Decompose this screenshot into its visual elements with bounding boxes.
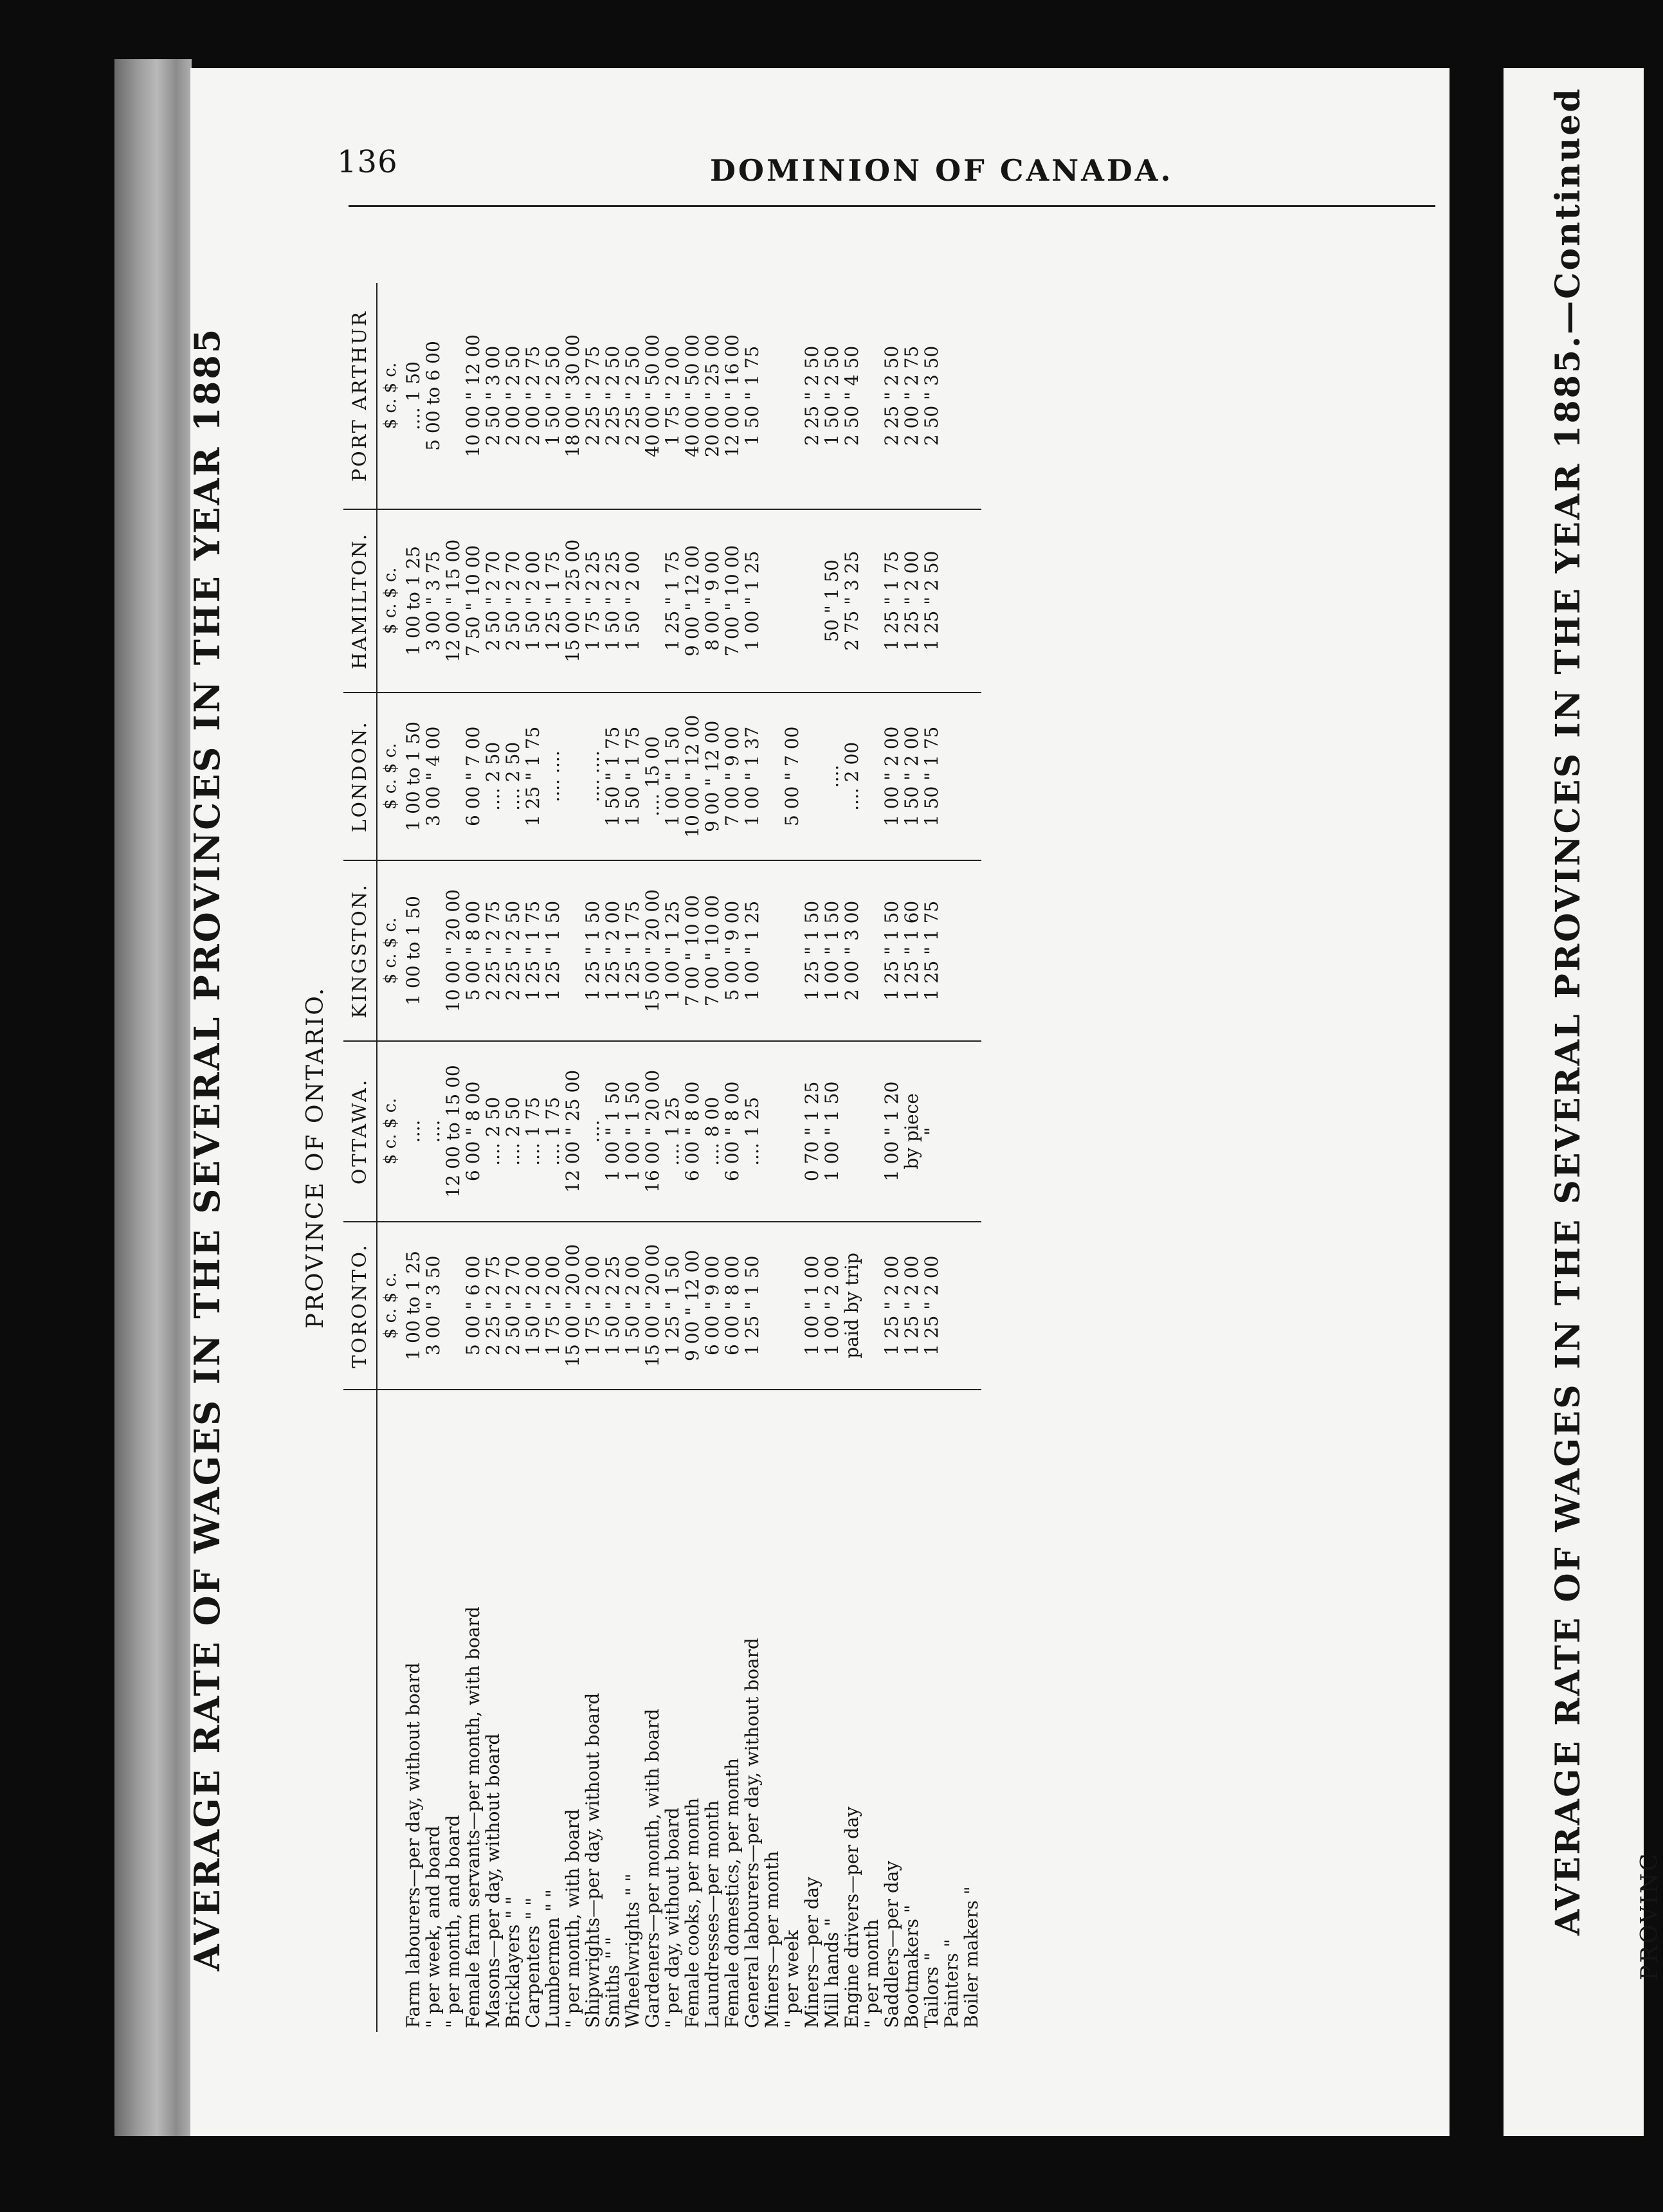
wage-cell: 7 50 " 10 00 bbox=[463, 509, 483, 693]
wage-cell: 1 25 " 2 00 bbox=[603, 860, 622, 1041]
wage-cell bbox=[563, 693, 583, 860]
wage-cell: 40 00 " 50 00 bbox=[682, 283, 702, 509]
wage-cell: 1 50 " 1 75 bbox=[922, 693, 941, 860]
wage-cell bbox=[941, 1222, 961, 1390]
wage-cell: 12 00 " 15 00 bbox=[443, 509, 463, 693]
unit-cell: $ c. $ c. bbox=[377, 693, 403, 860]
wage-cell: 1 25 " 1 75 bbox=[922, 860, 941, 1041]
wage-cell: 1 25 " 2 00 bbox=[902, 1222, 922, 1390]
occupation-cell: Miners—per day bbox=[801, 1876, 822, 2028]
wage-cell: 2 00 " 2 50 bbox=[503, 283, 523, 509]
wage-cell: 1 25 " 1 50 bbox=[882, 860, 902, 1041]
wage-cell: 2 50 " 4 50 bbox=[842, 283, 862, 509]
wage-cell bbox=[762, 1041, 782, 1222]
wage-cell: 2 25 " 2 75 bbox=[483, 860, 503, 1041]
table-row bbox=[722, 283, 742, 2032]
running-head: DOMINION OF CANADA. bbox=[710, 153, 1174, 188]
wage-cell: paid by trip bbox=[842, 1222, 862, 1390]
wage-cell bbox=[862, 283, 882, 509]
wage-cell: .... 1 75 bbox=[523, 1041, 543, 1222]
unit-cell: $ c. $ c. bbox=[377, 509, 403, 693]
occupation-cell: Painters " bbox=[941, 1939, 962, 2028]
unit-cell: $ c. $ c. bbox=[377, 283, 403, 509]
wage-cell: 1 50 " 2 00 bbox=[622, 1222, 642, 1390]
wage-cell: 1 00 " 1 50 bbox=[822, 1041, 842, 1222]
occupation-cell: " per month, and board bbox=[442, 1815, 464, 2028]
occupation-cell: " per month, with board bbox=[562, 1809, 583, 2028]
wage-cell: .... bbox=[403, 1041, 423, 1222]
wage-cell: 10 00 " 20 00 bbox=[443, 860, 463, 1041]
wage-cell bbox=[862, 1222, 882, 1390]
wage-cell: 2 50 " 3 50 bbox=[922, 283, 941, 509]
wage-cell: .... .... bbox=[543, 693, 563, 860]
wage-cell: .... 1 50 bbox=[403, 283, 423, 509]
wage-cell bbox=[782, 1041, 802, 1222]
table-row bbox=[802, 283, 822, 2032]
wage-cell: .... 2 50 bbox=[483, 1041, 503, 1222]
wage-cell: 2 25 " 2 50 bbox=[882, 283, 902, 509]
wage-cell: 1 25 " 1 75 bbox=[662, 509, 682, 693]
wage-cell: 2 25 " 2 50 bbox=[802, 283, 822, 509]
wage-cell bbox=[862, 1041, 882, 1222]
table-row bbox=[922, 283, 941, 2032]
wage-cell: 5 00 " 9 00 bbox=[722, 860, 742, 1041]
page-number: 136 bbox=[337, 144, 398, 180]
occupation-cell: Bricklayers " " bbox=[502, 1896, 523, 2028]
wage-cell: 1 00 " 1 20 bbox=[882, 1041, 902, 1222]
wage-cell: .... 2 00 bbox=[842, 693, 862, 860]
wage-cell: 12 00 to 15 00 bbox=[443, 1041, 463, 1222]
table-wrap bbox=[296, 283, 1415, 2032]
table-row bbox=[483, 283, 503, 2032]
wage-cell: 7 00 " 9 00 bbox=[722, 693, 742, 860]
wage-cell bbox=[961, 1222, 981, 1390]
wage-cell bbox=[961, 860, 981, 1041]
table-row bbox=[503, 283, 523, 2032]
wage-cell: 2 75 " 3 25 bbox=[842, 509, 862, 693]
wage-cell: .... 2 50 bbox=[483, 693, 503, 860]
occupation-cell: Saddlers—per day bbox=[881, 1860, 902, 2028]
wage-cell: 1 00 " 1 50 bbox=[603, 1041, 622, 1222]
wage-cell bbox=[941, 860, 961, 1041]
unit-cell: $ c. $ c. bbox=[377, 860, 403, 1041]
table-row bbox=[862, 283, 882, 2032]
occupation-cell: Smiths " " bbox=[602, 1937, 623, 2028]
wage-cell: 1 50 " 1 75 bbox=[622, 693, 642, 860]
wage-cell: 0 70 " 1 25 bbox=[802, 1041, 822, 1222]
wage-cell: 1 25 " 1 50 bbox=[742, 1222, 762, 1390]
table-row bbox=[842, 283, 862, 2032]
wage-cell: 1 75 " 2 25 bbox=[583, 509, 603, 693]
wage-cell: 7 00 " 10 00 bbox=[682, 860, 702, 1041]
wage-cell: 6 00 " 7 00 bbox=[463, 693, 483, 860]
occupation-header bbox=[343, 1390, 377, 2032]
wage-cell bbox=[642, 509, 662, 693]
wage-cell: 12 00 " 16 00 bbox=[722, 283, 742, 509]
wage-cell: 1 75 " 2 00 bbox=[662, 283, 682, 509]
wage-cell: 1 25 " 2 00 bbox=[882, 1222, 902, 1390]
occupation-cell: Bootmakers " bbox=[901, 1905, 922, 2028]
wage-cell: 1 00 to 1 25 bbox=[403, 1222, 423, 1390]
wage-cell bbox=[782, 509, 802, 693]
wages-table bbox=[343, 283, 981, 2032]
wage-cell: 1 00 to 1 50 bbox=[403, 693, 423, 860]
wage-cell: .... 1 25 bbox=[662, 1041, 682, 1222]
table-row bbox=[622, 283, 642, 2032]
wage-cell: 3 00 " 3 75 bbox=[423, 509, 443, 693]
wage-cell bbox=[563, 860, 583, 1041]
wage-cell: 2 25 " 2 50 bbox=[622, 283, 642, 509]
occupation-cell: Lumbermen " " bbox=[542, 1889, 563, 2028]
wage-cell: 1 25 " 1 75 bbox=[523, 693, 543, 860]
wage-cell: .... 1 75 bbox=[543, 1041, 563, 1222]
wage-cell: 12 00 " 25 00 bbox=[563, 1041, 583, 1222]
col-london: LONDON. bbox=[343, 693, 377, 860]
table-row bbox=[902, 283, 922, 2032]
wage-cell bbox=[862, 509, 882, 693]
wage-cell: 8 00 " 9 00 bbox=[702, 509, 722, 693]
table-title: AVERAGE RATE OF WAGES IN THE SEVERAL PROVINCES IN THE YEAR 1885 bbox=[186, 327, 228, 1972]
wage-cell: 1 25 " 1 50 bbox=[583, 860, 603, 1041]
occupation-cell: Carpenters " " bbox=[522, 1897, 543, 2028]
wage-cell: 7 00 " 10 00 bbox=[722, 509, 742, 693]
wage-cell: 1 50 " 2 00 bbox=[523, 1222, 543, 1390]
next-page-fragment: PROVINC bbox=[1637, 1851, 1663, 1981]
table-row bbox=[583, 283, 603, 2032]
wage-cell: 1 25 " 1 75 bbox=[523, 860, 543, 1041]
table-row bbox=[403, 283, 423, 2032]
wage-cell: 2 00 " 3 00 bbox=[842, 860, 862, 1041]
wage-cell: .... 8 00 bbox=[702, 1041, 722, 1222]
occupation-cell: Female domestics, per month bbox=[722, 1758, 743, 2028]
col-hamilton: HAMILTON. bbox=[343, 509, 377, 693]
occupation-cell: Mill hands " bbox=[821, 1917, 842, 2028]
wage-cell: 15 00 " 20 00 bbox=[642, 860, 662, 1041]
wage-cell: 1 75 " 2 00 bbox=[583, 1222, 603, 1390]
wage-cell: 1 00 " 1 50 bbox=[822, 860, 842, 1041]
unit-cell: $ c. $ c. bbox=[377, 1041, 403, 1222]
wage-cell: .... bbox=[423, 1041, 443, 1222]
header-row bbox=[343, 283, 377, 2032]
wage-cell bbox=[961, 509, 981, 693]
occupation-cell: Gardeners—per month, with board bbox=[642, 1709, 663, 2028]
wage-cell: 1 50 " 2 25 bbox=[603, 509, 622, 693]
occupation-cell: Boiler makers " bbox=[961, 1886, 982, 2028]
wage-cell: 15 00 " 20 00 bbox=[642, 1222, 662, 1390]
wage-cell: 1 00 " 1 25 bbox=[742, 509, 762, 693]
next-page-title: AVERAGE RATE OF WAGES IN THE SEVERAL PROVINCES IN THE YEAR 1885.—Continued bbox=[1549, 87, 1588, 1936]
occupation-cell: " per week bbox=[781, 1930, 803, 2028]
wage-cell: 2 00 " 2 75 bbox=[902, 283, 922, 509]
table-row bbox=[543, 283, 563, 2032]
table-row bbox=[563, 283, 583, 2032]
occupation-cell: Laundresses—per month bbox=[702, 1800, 723, 2028]
wage-cell bbox=[802, 693, 822, 860]
occupation-cell: Miners—per month bbox=[761, 1851, 783, 2028]
wage-cell bbox=[862, 860, 882, 1041]
wage-cell: 2 25 " 2 75 bbox=[483, 1222, 503, 1390]
wage-cell: 9 00 " 12 00 bbox=[682, 1222, 702, 1390]
wage-cell: .... bbox=[822, 693, 842, 860]
table-row bbox=[762, 283, 782, 2032]
wage-cell: 2 50 " 2 70 bbox=[503, 1222, 523, 1390]
occupation-cell: Engine drivers—per day bbox=[841, 1806, 862, 2028]
occupation-cell: " per month bbox=[861, 1919, 882, 2028]
wage-cell: 6 00 " 8 00 bbox=[722, 1041, 742, 1222]
wage-cell: 1 25 " 2 00 bbox=[902, 509, 922, 693]
wage-cell: 1 00 " 1 00 bbox=[802, 1222, 822, 1390]
table-row bbox=[463, 283, 483, 2032]
wage-cell bbox=[782, 860, 802, 1041]
col-kingston: KINGSTON. bbox=[343, 860, 377, 1041]
wage-cell: 2 50 " 2 70 bbox=[503, 509, 523, 693]
wage-cell: 1 00 " 2 00 bbox=[882, 693, 902, 860]
wage-cell: 1 00 to 1 50 bbox=[403, 860, 423, 1041]
wage-cell: 10 00 " 12 00 bbox=[682, 693, 702, 860]
occupation-cell: Masons—per day, without board bbox=[482, 1733, 504, 2028]
wage-cell bbox=[961, 693, 981, 860]
wage-cell bbox=[941, 693, 961, 860]
wage-cell: 1 25 " 2 00 bbox=[922, 1222, 941, 1390]
occupation-cell: Female farm servants—per month, with board bbox=[462, 1606, 484, 2028]
table-row bbox=[742, 283, 762, 2032]
occupation-cell: General labourers—per day, without board bbox=[741, 1638, 763, 2028]
wage-cell: .... 1 25 bbox=[742, 1041, 762, 1222]
wage-cell: by piece bbox=[902, 1041, 922, 1222]
wage-cell: 6 00 " 8 00 bbox=[682, 1041, 702, 1222]
wage-cell: 1 50 " 2 00 bbox=[523, 509, 543, 693]
occupation-cell: " per week, and board bbox=[423, 1826, 444, 2028]
col-ottawa: OTTAWA. bbox=[343, 1041, 377, 1222]
table-row bbox=[702, 283, 722, 2032]
wage-cell: 1 25 " 1 75 bbox=[882, 509, 902, 693]
unit-cell: $ c. $ c. bbox=[377, 1222, 403, 1390]
occupation-cell: Shipwrights—per day, without board bbox=[582, 1692, 603, 2028]
wage-cell: 2 25 " 2 50 bbox=[603, 283, 622, 509]
wage-cell: " bbox=[922, 1041, 941, 1222]
wage-cell bbox=[443, 283, 463, 509]
wage-cell: 1 25 " 1 75 bbox=[543, 509, 563, 693]
wage-cell: 40 00 " 50 00 bbox=[642, 283, 662, 509]
wage-cell: 3 00 " 3 50 bbox=[423, 1222, 443, 1390]
province-heading: PROVINCE OF ONTARIO. bbox=[302, 986, 329, 1329]
wage-cell: 1 25 " 1 60 bbox=[902, 860, 922, 1041]
wage-cell: 1 00 " 1 50 bbox=[622, 1041, 642, 1222]
table-row bbox=[961, 283, 981, 2032]
occupation-cell: " per day, without board bbox=[662, 1807, 683, 2028]
wage-cell: 15 00 " 20 00 bbox=[563, 1222, 583, 1390]
wage-cell: 50 " 1 50 bbox=[822, 509, 842, 693]
wage-cell: 1 75 " 2 00 bbox=[543, 1222, 563, 1390]
wage-cell bbox=[782, 1222, 802, 1390]
unit-blank bbox=[377, 1390, 403, 2032]
occupation-cell: Farm labourers—per day, without board bbox=[403, 1662, 424, 2028]
wage-cell: 1 25 " 1 50 bbox=[802, 860, 822, 1041]
table-row bbox=[682, 283, 702, 2032]
col-port-arthur: PORT ARTHUR bbox=[343, 283, 377, 509]
wage-cell: 6 00 " 9 00 bbox=[702, 1222, 722, 1390]
occupation-cell: Wheelwrights " " bbox=[622, 1873, 643, 2028]
wage-cell: 20 00 " 25 00 bbox=[702, 283, 722, 509]
wage-cell: 10 00 " 12 00 bbox=[463, 283, 483, 509]
wage-cell: .... 15 00 bbox=[642, 693, 662, 860]
wage-cell: 2 50 " 3 00 bbox=[483, 283, 503, 509]
wage-cell: 1 00 " 1 25 bbox=[742, 860, 762, 1041]
wage-cell bbox=[862, 693, 882, 860]
wage-cell: 1 50 " 2 50 bbox=[822, 283, 842, 509]
table-row bbox=[662, 283, 682, 2032]
table-row bbox=[423, 283, 443, 2032]
wage-cell bbox=[782, 283, 802, 509]
wage-cell: 16 00 " 20 00 bbox=[642, 1041, 662, 1222]
table-row bbox=[782, 283, 802, 2032]
wage-cell: 1 25 " 1 50 bbox=[662, 1222, 682, 1390]
wage-cell: .... 2 50 bbox=[503, 693, 523, 860]
wage-cell: .... 2 50 bbox=[503, 1041, 523, 1222]
wage-cell: 1 00 " 1 25 bbox=[662, 860, 682, 1041]
wage-cell: 1 50 " 2 50 bbox=[543, 283, 563, 509]
table-row bbox=[882, 283, 902, 2032]
wage-cell bbox=[842, 1041, 862, 1222]
wage-cell: .... bbox=[583, 1041, 603, 1222]
wage-cell bbox=[941, 283, 961, 509]
wage-cell bbox=[762, 693, 782, 860]
wage-cell: 6 00 " 8 00 bbox=[463, 1041, 483, 1222]
wage-cell: 3 00 " 4 00 bbox=[423, 693, 443, 860]
wage-cell bbox=[762, 283, 782, 509]
wage-cell: 5 00 to 6 00 bbox=[423, 283, 443, 509]
wage-cell: 1 00 " 1 50 bbox=[662, 693, 682, 860]
wage-cell: 1 25 " 1 50 bbox=[543, 860, 563, 1041]
table-row bbox=[523, 283, 543, 2032]
wage-cell bbox=[762, 1222, 782, 1390]
wage-cell bbox=[961, 283, 981, 509]
wage-cell bbox=[941, 1041, 961, 1222]
wage-cell: 15 00 " 25 00 bbox=[563, 509, 583, 693]
wage-cell bbox=[941, 509, 961, 693]
wage-cell: 1 25 " 2 50 bbox=[922, 509, 941, 693]
unit-row bbox=[377, 283, 403, 2032]
wage-cell: 1 00 " 1 37 bbox=[742, 693, 762, 860]
wage-cell: 5 00 " 7 00 bbox=[782, 693, 802, 860]
wage-cell bbox=[443, 693, 463, 860]
rotated-table-block bbox=[0, 193, 1627, 2122]
occupation-cell: Female cooks, per month bbox=[682, 1797, 703, 2028]
wage-cell bbox=[423, 860, 443, 1041]
wage-cell: 2 25 " 2 75 bbox=[583, 283, 603, 509]
wage-cell: 1 50 " 2 25 bbox=[603, 1222, 622, 1390]
wage-cell: 6 00 " 8 00 bbox=[722, 1222, 742, 1390]
wage-cell: 1 50 " 2 00 bbox=[622, 509, 642, 693]
wage-cell bbox=[802, 509, 822, 693]
wage-cell: 1 00 to 1 25 bbox=[403, 509, 423, 693]
wage-cell: 18 00 " 30 00 bbox=[563, 283, 583, 509]
wage-cell: 9 00 " 12 00 bbox=[682, 509, 702, 693]
wage-cell: 2 25 " 2 50 bbox=[503, 860, 523, 1041]
wage-cell bbox=[443, 1222, 463, 1390]
table-row bbox=[642, 283, 662, 2032]
wage-cell: 9 00 " 12 00 bbox=[702, 693, 722, 860]
table-row bbox=[822, 283, 842, 2032]
wage-cell: 1 25 " 1 75 bbox=[622, 860, 642, 1041]
wage-cell bbox=[961, 1041, 981, 1222]
wage-cell: 5 00 " 6 00 bbox=[463, 1222, 483, 1390]
wage-cell bbox=[762, 860, 782, 1041]
table-row bbox=[941, 283, 961, 2032]
table-row bbox=[603, 283, 622, 2032]
wage-cell: 1 50 " 1 75 bbox=[603, 693, 622, 860]
wage-cell: 7 00 " 10 00 bbox=[702, 860, 722, 1041]
occupation-cell: Tailors " bbox=[921, 1952, 942, 2028]
col-toronto: TORONTO. bbox=[343, 1222, 377, 1390]
wage-cell: 1 50 " 2 00 bbox=[902, 693, 922, 860]
wage-cell bbox=[762, 509, 782, 693]
wage-cell: .... .... bbox=[583, 693, 603, 860]
wage-cell: 5 00 " 8 00 bbox=[463, 860, 483, 1041]
wage-cell: 2 50 " 2 70 bbox=[483, 509, 503, 693]
wage-cell: 2 00 " 2 75 bbox=[523, 283, 543, 509]
table-row bbox=[443, 283, 463, 2032]
wage-cell: 1 50 " 1 75 bbox=[742, 283, 762, 509]
wage-cell: 1 00 " 2 00 bbox=[822, 1222, 842, 1390]
